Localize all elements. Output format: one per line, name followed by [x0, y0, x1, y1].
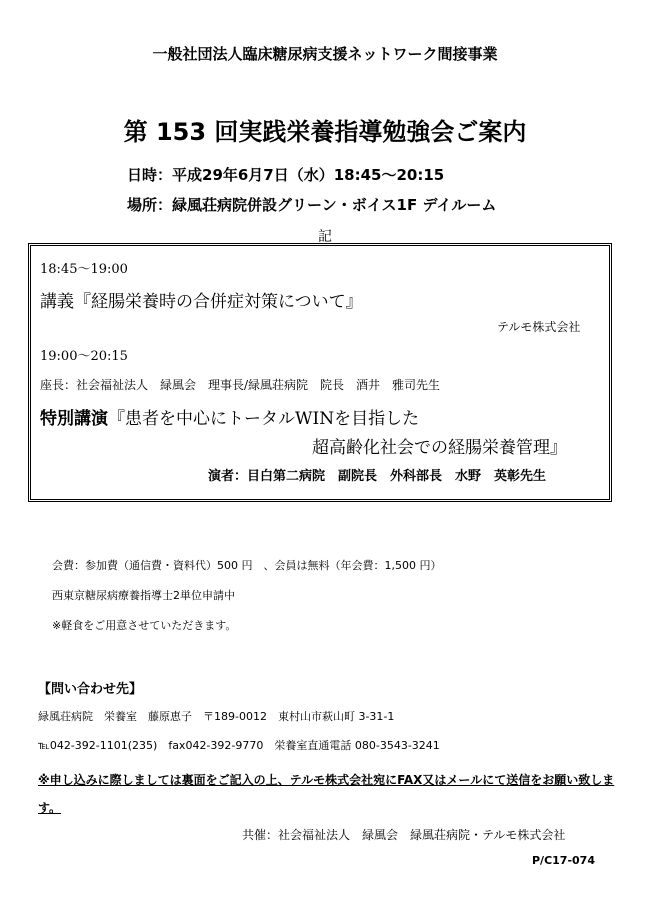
special-lecture-title-line2: 超高齢化社会での経腸栄養管理』 [312, 438, 567, 458]
special-lecture [40, 404, 419, 429]
event-venue: 場所：緑風荘病院併設グリーン・ボイス1F デイルーム [127, 196, 497, 214]
credit-note: 西東京糖尿病療養指導士2単位申請中 [52, 589, 235, 602]
light-meal-note: ※軽食をご用意させていただきます。 [52, 619, 237, 632]
ki-mark: 記 [318, 229, 332, 245]
contact-address: 緑風荘病院 栄養室 藤原恵子 〒189-0012 東村山市萩山町 3-31-1 [38, 710, 395, 723]
session-chair: 座長：社会福祉法人 緑風会 理事長/緑風荘病院 院長 酒井 雅司先生 [40, 378, 441, 392]
session2-time: 19:00〜20:15 [40, 349, 128, 364]
session1-lecture: 講義『経腸栄養時の合併症対策について』 [40, 292, 363, 312]
organization-line: 一般社団法人臨床糖尿病支援ネットワーク間接事業 [152, 45, 498, 63]
cohost-line: 共催：社会福祉法人 緑風会 緑風荘病院・テルモ株式会社 [242, 828, 566, 842]
special-lecture-label: 特別講演 [40, 409, 108, 429]
speaker: 演者：目白第二病院 副院長 外科部長 水野 英彰先生 [208, 469, 547, 484]
special-lecture-title-line1: 『患者を中心にトータルWINを目指した [108, 409, 420, 429]
session1-time: 18:45〜19:00 [40, 262, 128, 277]
fee-note: 会費：参加費（通信費・資料代）500 円 、会員は無料（年会費：1,500 円） [52, 559, 442, 572]
document-code: P/C17-074 [532, 854, 595, 867]
application-note: ※申し込みに際しましては裏面をご記入の上、テルモ株式会社宛にFAX又はメールにて送信をお願い致します。 [38, 773, 615, 815]
contact-heading: 【問い合わせ先】 [38, 682, 143, 697]
page-title: 第 153 回実践栄養指導勉強会ご案内 [123, 118, 527, 146]
program-box [28, 243, 612, 502]
event-datetime: 日時：平成29年6月7日（水）18:45〜20:15 [127, 166, 445, 184]
session1-sponsor: テルモ株式会社 [497, 320, 581, 334]
contact-phone: ℡042-392-1101(235) fax042-392-9770 栄養室直通電話 080-3543-3241 [38, 739, 440, 752]
